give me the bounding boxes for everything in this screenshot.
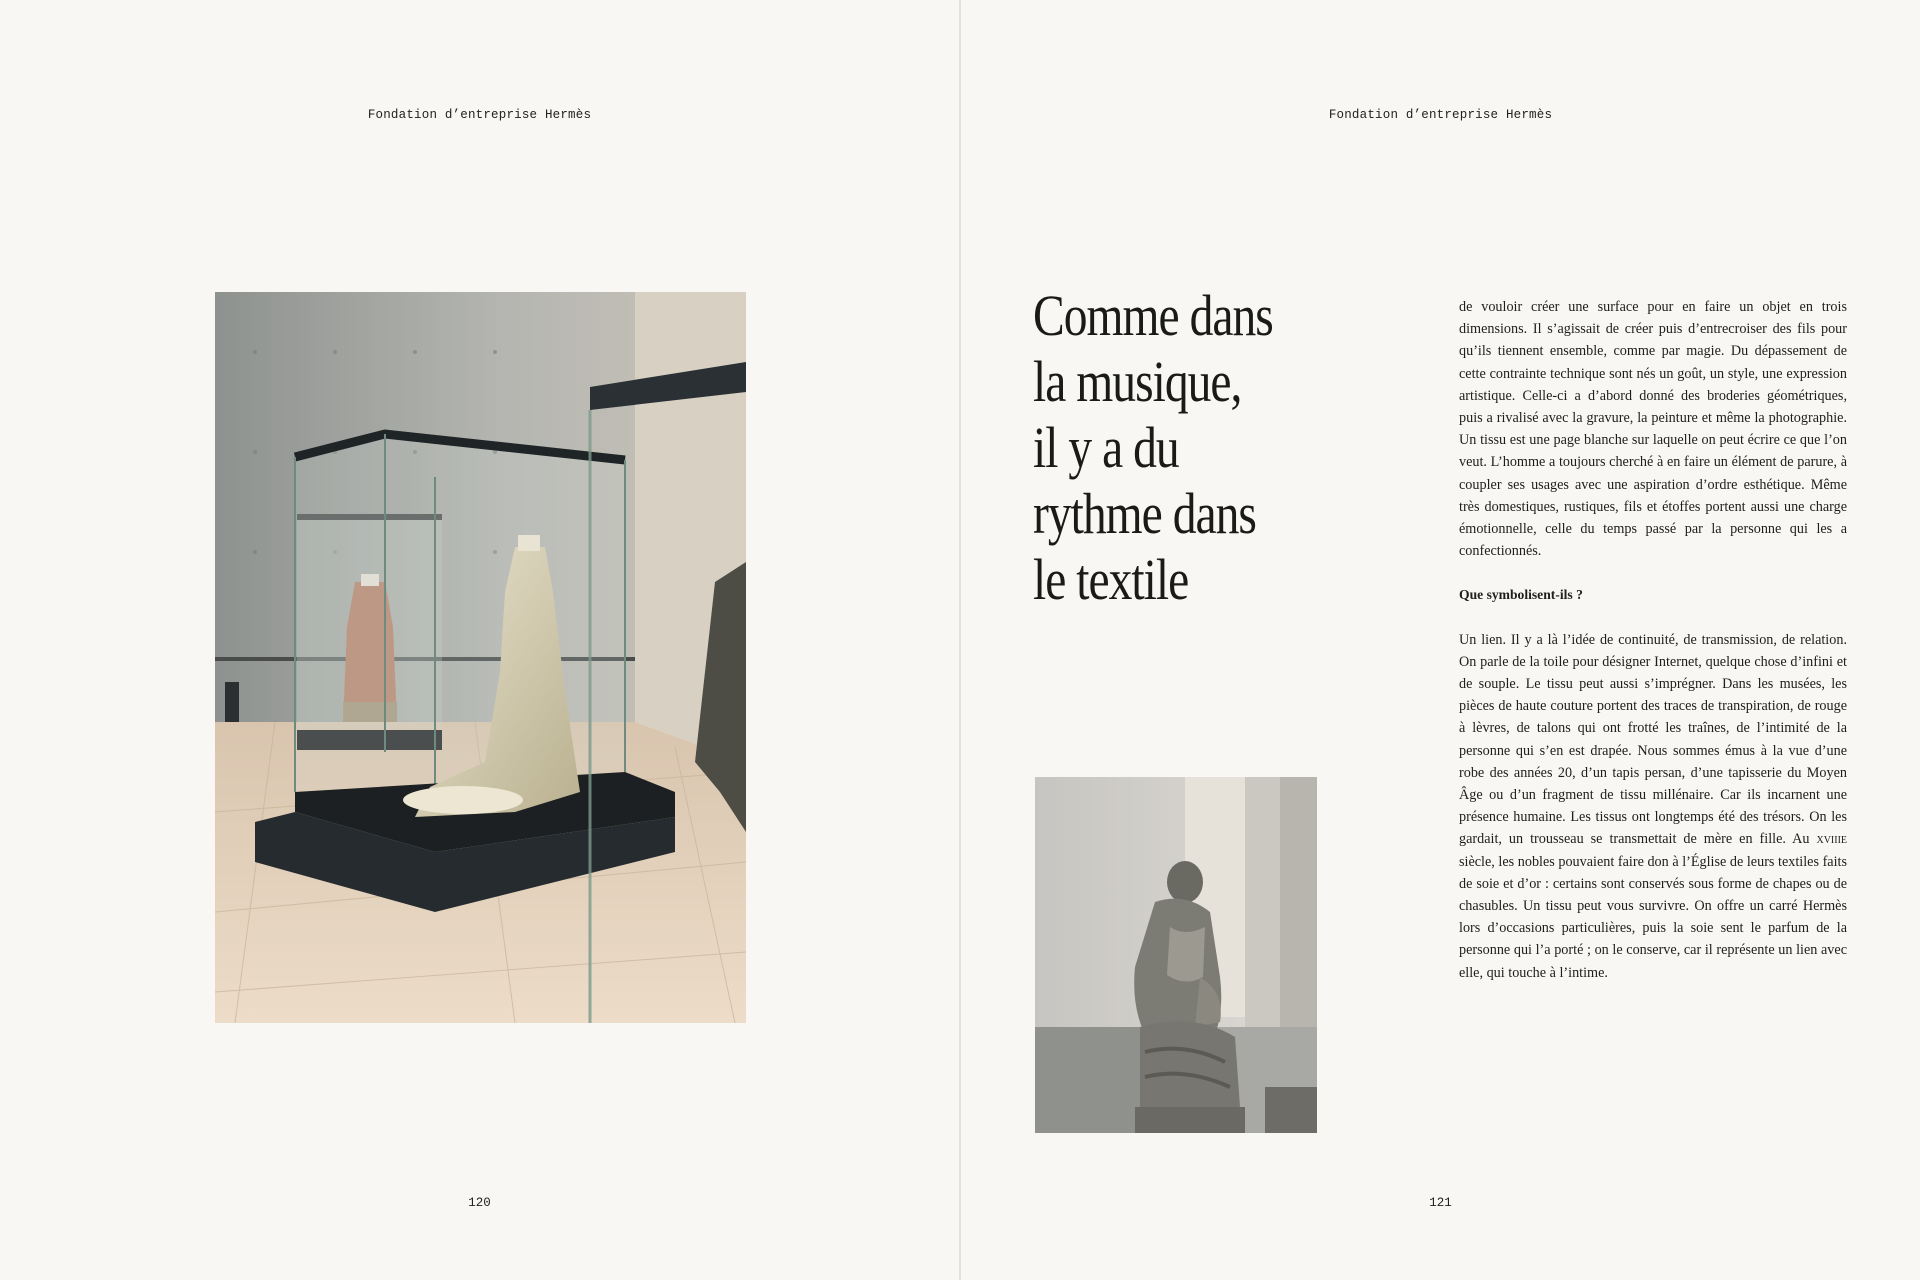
page-number-left: 120 <box>468 1196 491 1210</box>
crouching-statue-photo <box>1035 777 1317 1133</box>
century-numeral: xviiie <box>1816 831 1848 848</box>
right-page <box>961 0 1920 1280</box>
body-paragraph-part: siècle, les nobles pouvaient faire don à l’Église de leurs textiles faits de soie et d’or : certains sont conservés sous forme de chapes ou de chasubles. Un tissu peut vous survivre. On offre un carré Hermès lors d’occasions particulières, puis la soie sent le parfum de la personne qui l’a porté ; on le conserve, car il représente un lien avec elle, qui touche à l’intime. <box>1459 853 1847 981</box>
body-paragraph <box>1459 629 1847 984</box>
body-text-column <box>1459 296 1847 984</box>
running-head-left: Fondation d’entreprise Hermès <box>367 108 592 122</box>
interview-question: Que symbolisent-ils ? <box>1459 587 1583 603</box>
headline-line: le textile <box>1033 547 1189 612</box>
headline-line: Comme dans <box>1033 283 1273 348</box>
headline-line: rythme dans <box>1033 481 1256 546</box>
running-head-right: Fondation d’entreprise Hermès <box>1328 108 1553 122</box>
body-paragraph-part: Un lien. Il y a là l’idée de continuité, de transmission, de relation. On parle de la toile pour désigner Internet, quelque chose d’infini et de souple. Le tissu peut aussi s’imprégner. Dans les musées, les pièces de haute couture portent des traces de transpiration, de rouge à lèvres, de talons qui ont frotté les traînes, de l’intimité de la personne qui s’en est drapée. Nous sommes émus à la vue d’une robe des années 20, d’un tapis persan, d’une tapisserie du Moyen Âge ou d’un fragment de tissu millénaire. Car ils incarnent une présence humaine. Les tissus ont longtemps été des trésors. On les gardait, un trousseau se transmettait de mère en fille. Au <box>1459 631 1847 848</box>
page-number-right: 121 <box>1429 1196 1452 1210</box>
article-headline <box>1033 283 1328 613</box>
body-paragraph: de vouloir créer une surface pour en faire un objet en trois dimensions. Il s’agissait de créer puis d’entrecroiser des fils pour qu’ils tiennent ensemble, comme par magie. Du dépassement de cette contrainte technique sont nés un goût, un style, une expression artistique. Celle-ci a d’abord donné des broderies géométriques, puis a rivalisé avec la gravure, la peinture et même la photographie. Un tissu est une page blanche sur laquelle on peut écrire ce que l’on veut. L’homme a toujours cherché à en faire un élément de parure, à coupler ses usages avec une aspiration d’ordre esthétique. Même très domestiques, rustiques, fils et étoffes portent aussi une charge émotionnelle, celle du temps passé par la personne qui les a confectionnés. <box>1459 299 1847 560</box>
left-page <box>0 0 959 1280</box>
headline-line: la musique, <box>1033 349 1242 414</box>
headline-line: il y a du <box>1033 415 1179 480</box>
museum-vitrine-dress-photo <box>215 292 746 1023</box>
